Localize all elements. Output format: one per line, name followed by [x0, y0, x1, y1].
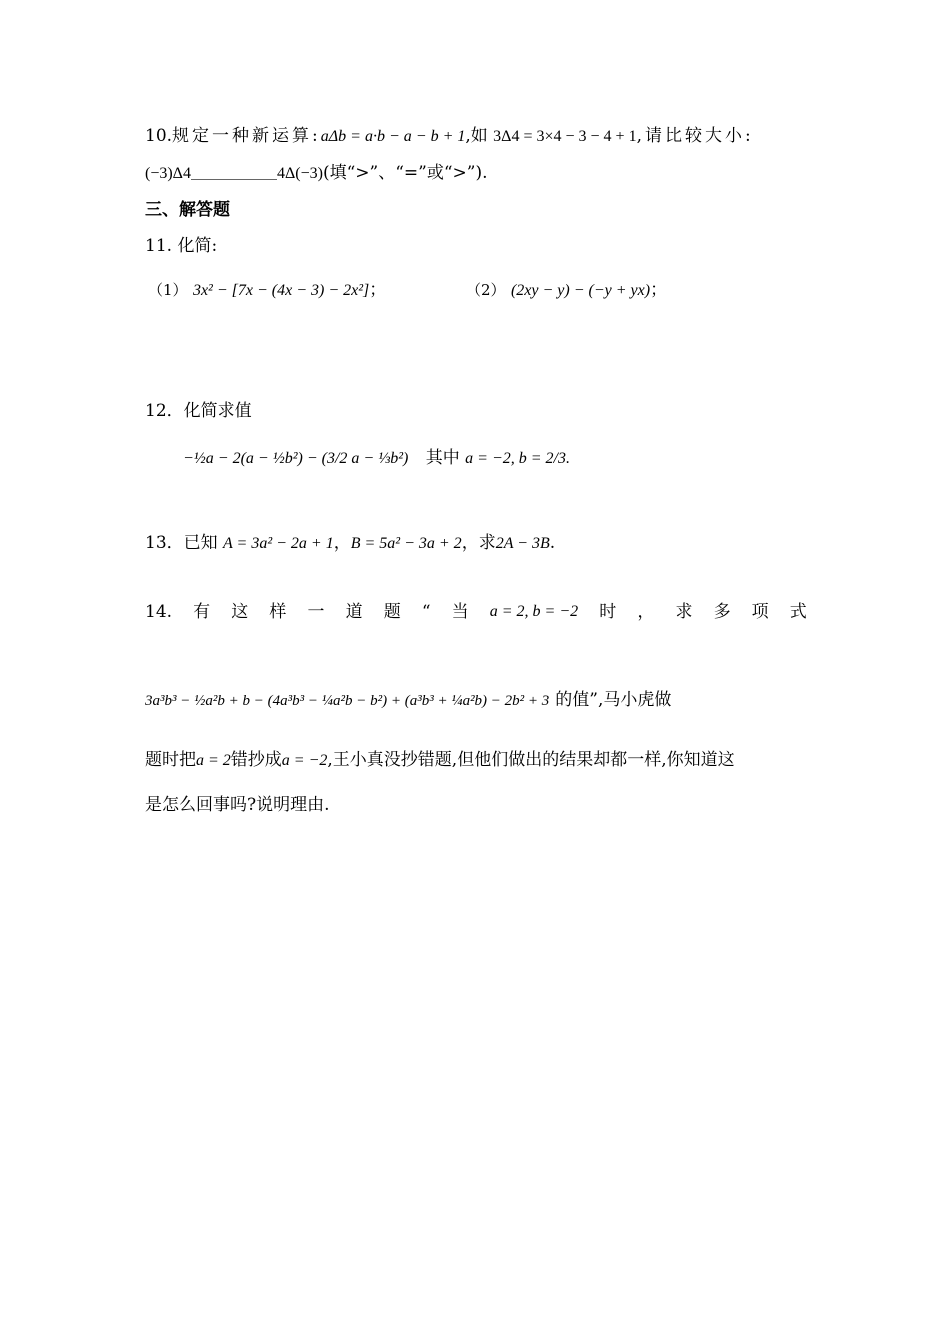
q10-left: (−3)Δ4: [145, 165, 191, 182]
q10-lead: 规定一种新运算:: [172, 126, 321, 146]
q10-definition: aΔb = a·b − a − b + 1: [320, 128, 466, 145]
q13-comma: ，: [333, 533, 351, 553]
q10-right: 4Δ(−3): [276, 165, 323, 182]
q12-expression-line: [183, 446, 570, 471]
q14-word: ，: [637, 602, 655, 622]
q14-word: 式: [789, 602, 807, 622]
q14-line2: [145, 688, 671, 713]
q14-word: 有: [193, 602, 211, 622]
q13-end: .: [549, 533, 556, 553]
q14-label: 14.: [145, 602, 173, 622]
q11-sep-1: ；: [369, 280, 387, 300]
q14-line3-c: ,王小真没抄错题,但他们做出的结果却都一样,你知道这: [327, 750, 735, 770]
q12-expr: −½a − 2(a − ½b²) − (3/2 a − ⅓b²): [183, 450, 409, 467]
q13-label: 13．: [145, 533, 184, 553]
q12-prompt: 化简求值: [183, 401, 252, 421]
q14-word: 时: [599, 602, 617, 622]
section-title: 三、解答题: [145, 200, 230, 220]
q12-prompt-line: [145, 399, 252, 423]
q14-correct: a = 2: [196, 752, 231, 769]
q12-label: 12．: [145, 401, 184, 421]
q13-prompt: 已知: [183, 533, 218, 553]
q14-expr: 3a³b³ − ½a²b + b − (4a³b³ − ¼a²b − b²) + (a³b³ + ¼a²b) − 2b² + 3: [145, 693, 550, 709]
q14-word: 当: [451, 602, 469, 622]
answer-blank[interactable]: [191, 163, 277, 180]
q14-line2-tail: 的值”,马小虎做: [555, 690, 672, 710]
q14-line3-b: 错抄成: [230, 750, 282, 770]
q14-word: 道: [345, 602, 363, 622]
q12-values: a = −2, b = 2/3.: [465, 450, 570, 467]
q13-target: 2A − 3B: [495, 535, 550, 552]
q14-word: 样: [269, 602, 287, 622]
q11-part1: [148, 278, 386, 303]
q14-word: 求: [675, 602, 693, 622]
q14-line3: [145, 748, 735, 773]
q14-word: 项: [751, 602, 769, 622]
q14-wrong: a = −2: [281, 752, 328, 769]
q10-line1: [145, 124, 754, 149]
q11-part1-expr: 3x² − [7x − (4x − 3) − 2x²]: [192, 282, 370, 299]
q11-part2: [466, 278, 667, 303]
q14-word: “: [421, 602, 431, 622]
q10-label: 10.: [145, 126, 173, 146]
q14-word: 题: [383, 602, 401, 622]
q10-example: 3Δ4 = 3×4 − 3 − 4 + 1: [493, 128, 637, 145]
q10-choice: (填“>”、“=”或“>”).: [322, 163, 488, 183]
q11-part1-label: （1）: [148, 281, 188, 299]
q14-line1: [145, 600, 807, 624]
q11-part2-label: （2）: [466, 281, 506, 299]
q14-word: 这: [231, 602, 249, 622]
q14-condition: a = 2, b = −2: [489, 603, 579, 620]
q14-line3-a: 题时把: [145, 750, 196, 770]
q13-comma-2: ，: [461, 533, 479, 553]
q11-label: 11.: [145, 236, 173, 256]
q10-line2: [145, 161, 487, 186]
q10-example-lead: ,如: [465, 126, 488, 146]
q13-a-def: A = 3a² − 2a + 1: [223, 535, 334, 552]
q13-ask: 求: [478, 533, 496, 553]
q11-prompt: 化简:: [177, 236, 218, 256]
q11-prompt-line: [145, 234, 217, 258]
q14-line4: 是怎么回事吗?说明理由.: [145, 795, 330, 815]
q13-line: [145, 531, 555, 556]
q10-tail: ,请比较大小:: [636, 126, 754, 146]
q14-word: 一: [307, 602, 325, 622]
q11-part2-expr: (2xy − y) − (−y + yx): [510, 282, 651, 299]
q14-word: 多: [713, 602, 731, 622]
q11-sep-2: ；: [650, 280, 668, 300]
q13-b-def: B = 5a² − 3a + 2: [350, 535, 462, 552]
q12-where: 其中: [425, 448, 460, 468]
